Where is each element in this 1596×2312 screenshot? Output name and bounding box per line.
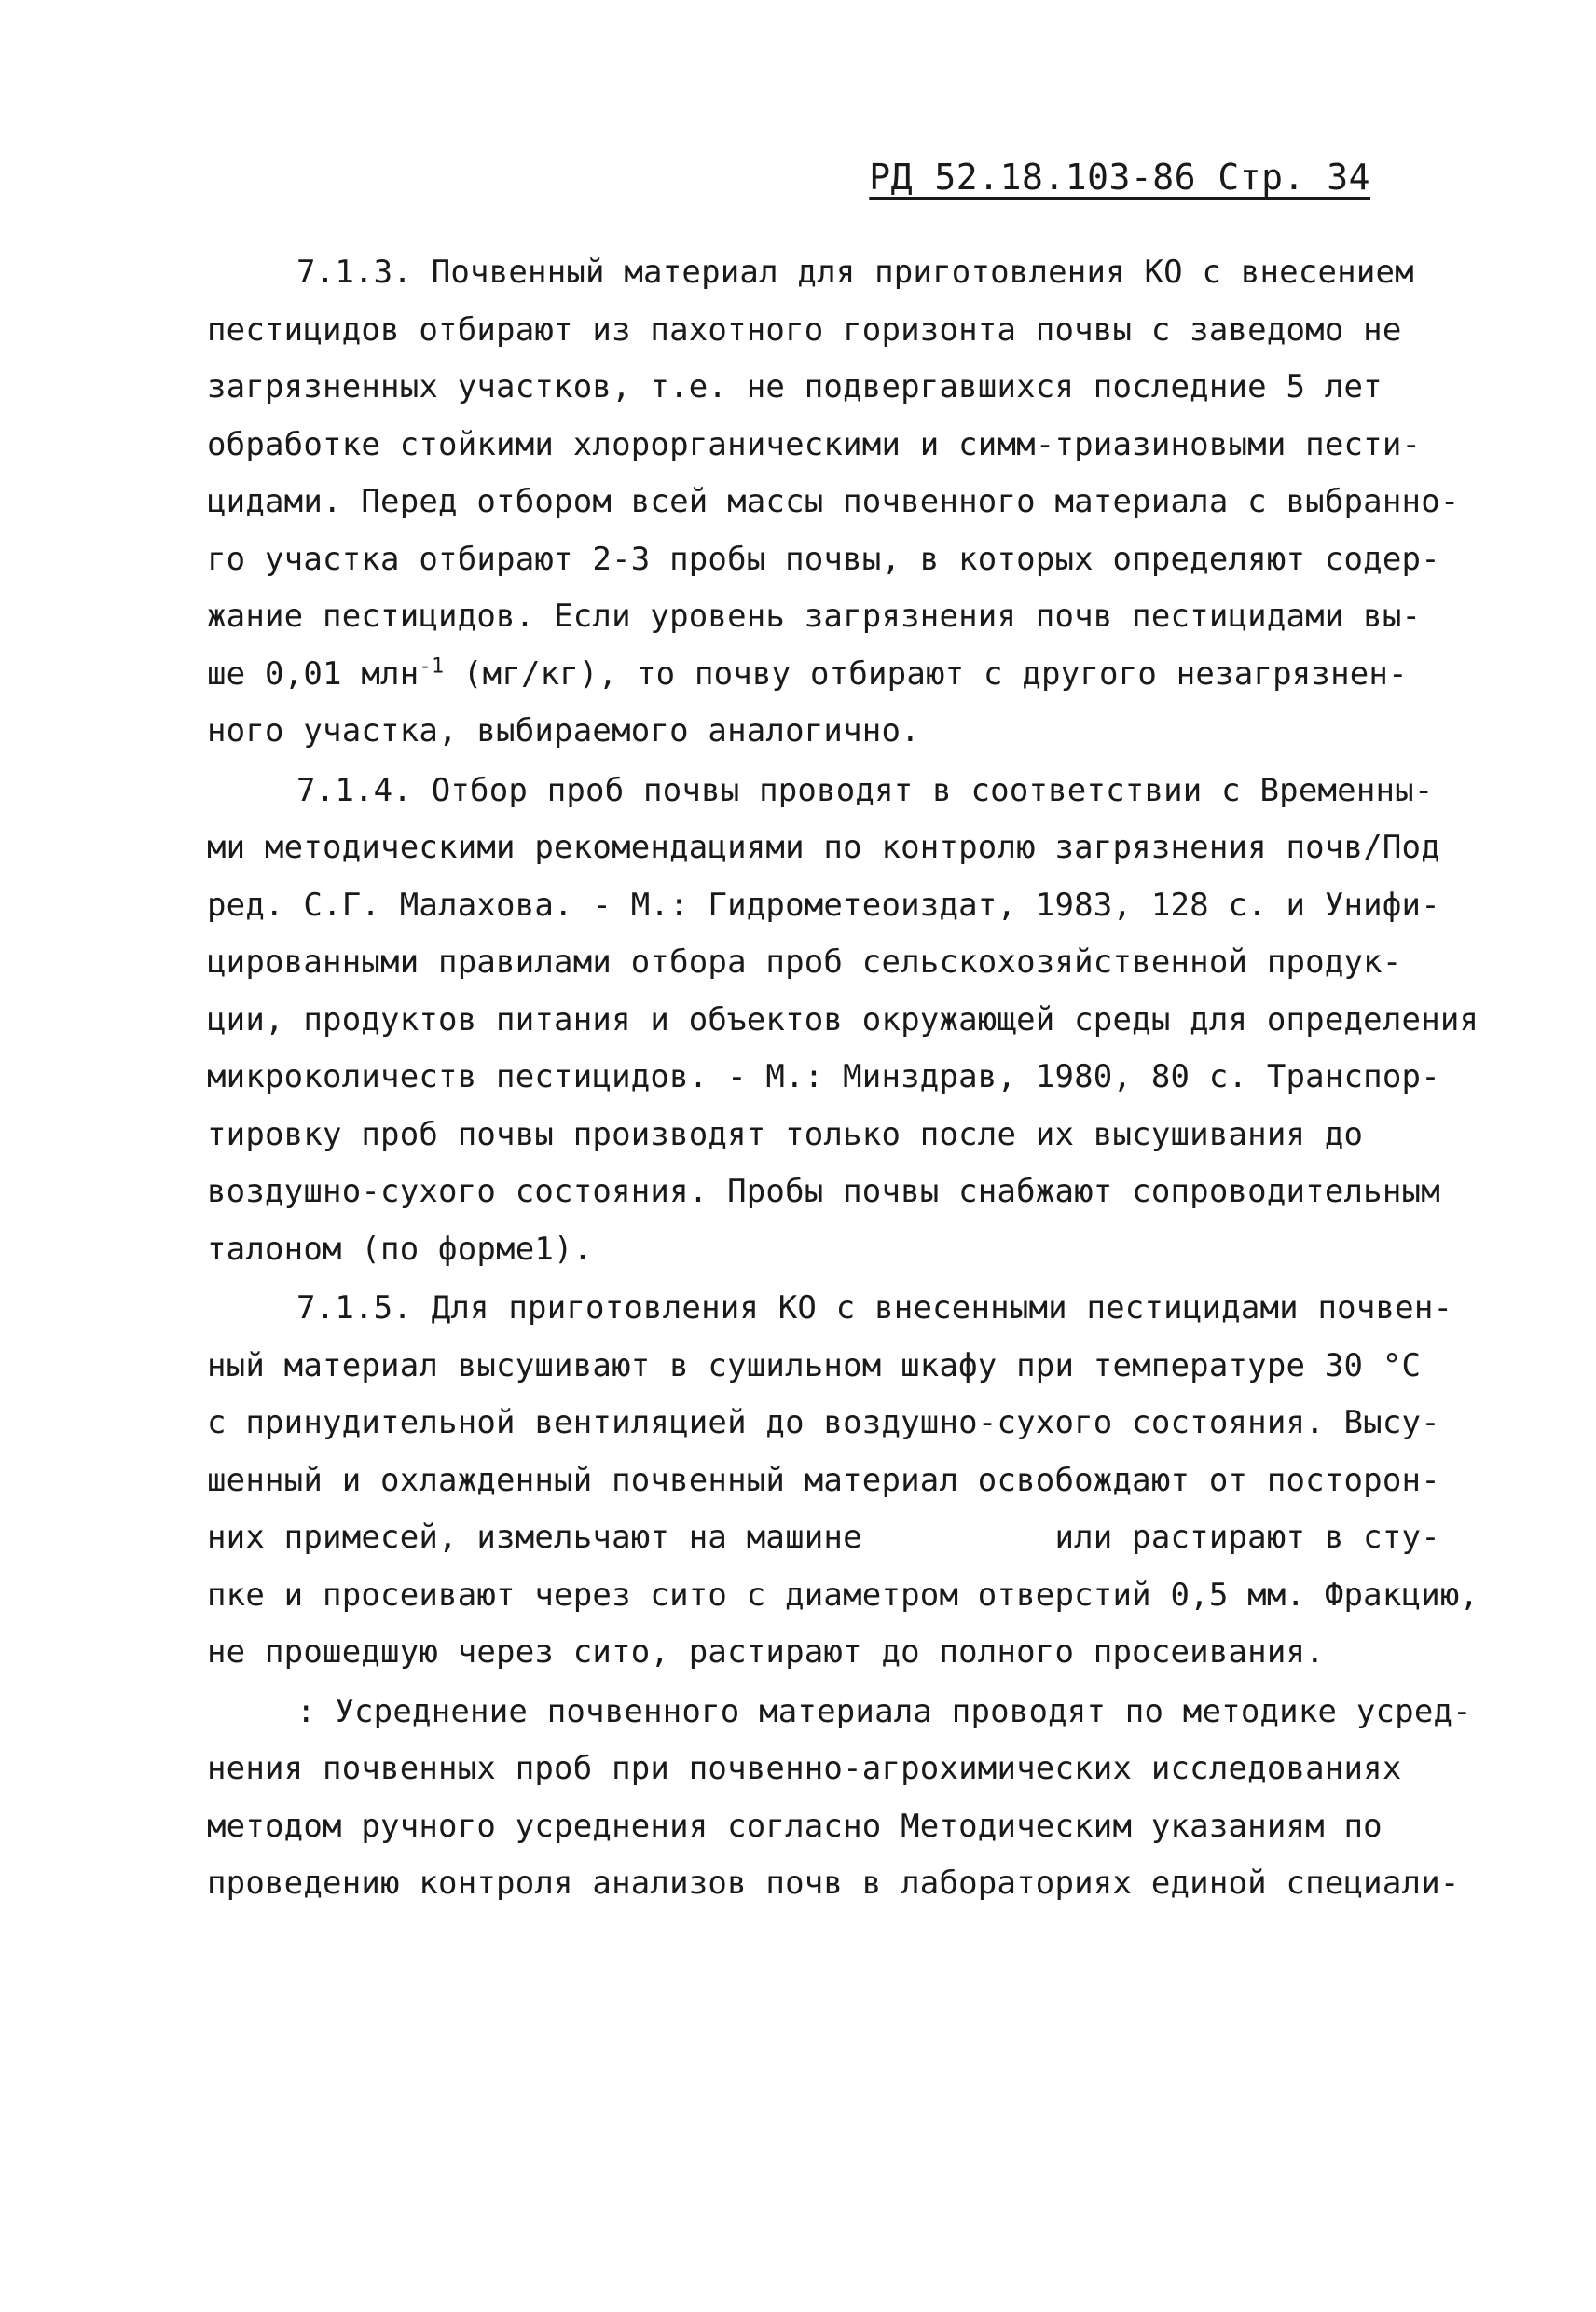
text-line: цированными правилами отбора проб сельскохозяйственной продук- xyxy=(207,943,1402,981)
text-line: ми методическими рекомендациями по контролю загрязнения почв/Под xyxy=(207,829,1440,866)
text-line: ред. С.Г. Малахова. - М.: Гидрометеоиздат, 1983, 128 с. и Унифи- xyxy=(207,886,1440,924)
text-line: го участка отбирают 2-3 пробы почвы, в которых определяют содер- xyxy=(207,540,1440,578)
text-line: тировку проб почвы производят только после их высушивания до xyxy=(207,1115,1364,1153)
text-line: загрязненных участков, т.е. не подвергавшихся последние 5 лет xyxy=(207,368,1383,406)
text-line: пестицидов отбирают из пахотного горизонта почвы с заведомо не xyxy=(207,310,1402,349)
text-line: нения почвенных проб при почвенно-агрохимических исследованиях xyxy=(207,1750,1402,1787)
text-line: 7.1.5. Для приготовления КО с внесенными пестицидами почвен- xyxy=(296,1289,1453,1327)
text-line: 7.1.4. Отбор проб почвы проводят в соответствии с Временны- xyxy=(296,771,1434,809)
text-line: талоном (по форме1). xyxy=(207,1230,593,1268)
paragraph-p-7-1-3 xyxy=(207,244,1460,761)
text-line: цидами. Перед отбором всей массы почвенного материала с выбранно- xyxy=(207,483,1460,520)
page-header xyxy=(869,157,1370,198)
superscript: -1 xyxy=(419,654,445,679)
text-line: ный материал высушивают в сушильном шкафу при температуре 30 °С xyxy=(207,1346,1422,1384)
text-line: методом ручного усреднения согласно Методическим указаниям по xyxy=(207,1807,1383,1845)
text-line: жание пестицидов. Если уровень загрязнения почв пестицидами вы- xyxy=(207,598,1422,635)
text-line: микроколичеств пестицидов. - М.: Минздрав, 1980, 80 с. Транспор- xyxy=(207,1058,1440,1095)
text-line: пке и просеивают через сито с диаметром отверстий 0,5 мм. Фракцию, xyxy=(207,1576,1479,1614)
paragraph-p-averaging xyxy=(207,1684,1472,1913)
text-line: с принудительной вентиляцией до воздушно-сухого состояния. Высу- xyxy=(207,1404,1440,1441)
text-line: воздушно-сухого состояния. Пробы почвы снабжают сопроводительным xyxy=(207,1173,1440,1210)
text-line: 7.1.3. Почвенный материал для приготовления КО с внесением xyxy=(296,254,1414,291)
text-line: шенный и охлажденный почвенный материал освобождают от посторон- xyxy=(207,1461,1440,1499)
paragraph-p-7-1-4 xyxy=(207,763,1479,1279)
text-line: ции, продуктов питания и объектов окружающей среды для определения xyxy=(207,1000,1479,1039)
text-line: них примесей, измельчают на машине или растирают в сту- xyxy=(207,1519,1440,1556)
text-line: обработке стойкими хлорорганическими и симм-триазиновыми пести- xyxy=(207,425,1422,463)
document-body xyxy=(207,244,1479,1913)
text-line: ного участка, выбираемого аналогично. xyxy=(207,712,920,750)
text-line: проведению контроля анализов почв в лабораториях единой специали- xyxy=(207,1865,1460,1902)
text-line: ше 0,01 млн$^{-1}$ (мг/кг), то почву отбирают с другого незагрязнен- xyxy=(207,654,1408,693)
text-line: не прошедшую через сито, растирают до полного просеивания. xyxy=(207,1633,1325,1671)
paragraph-p-7-1-5 xyxy=(207,1280,1479,1682)
text-line: : Усреднение почвенного материала проводят по методике усред- xyxy=(296,1692,1472,1730)
header-text: РД 52.18.103-86 Стр. 34 xyxy=(869,157,1370,198)
